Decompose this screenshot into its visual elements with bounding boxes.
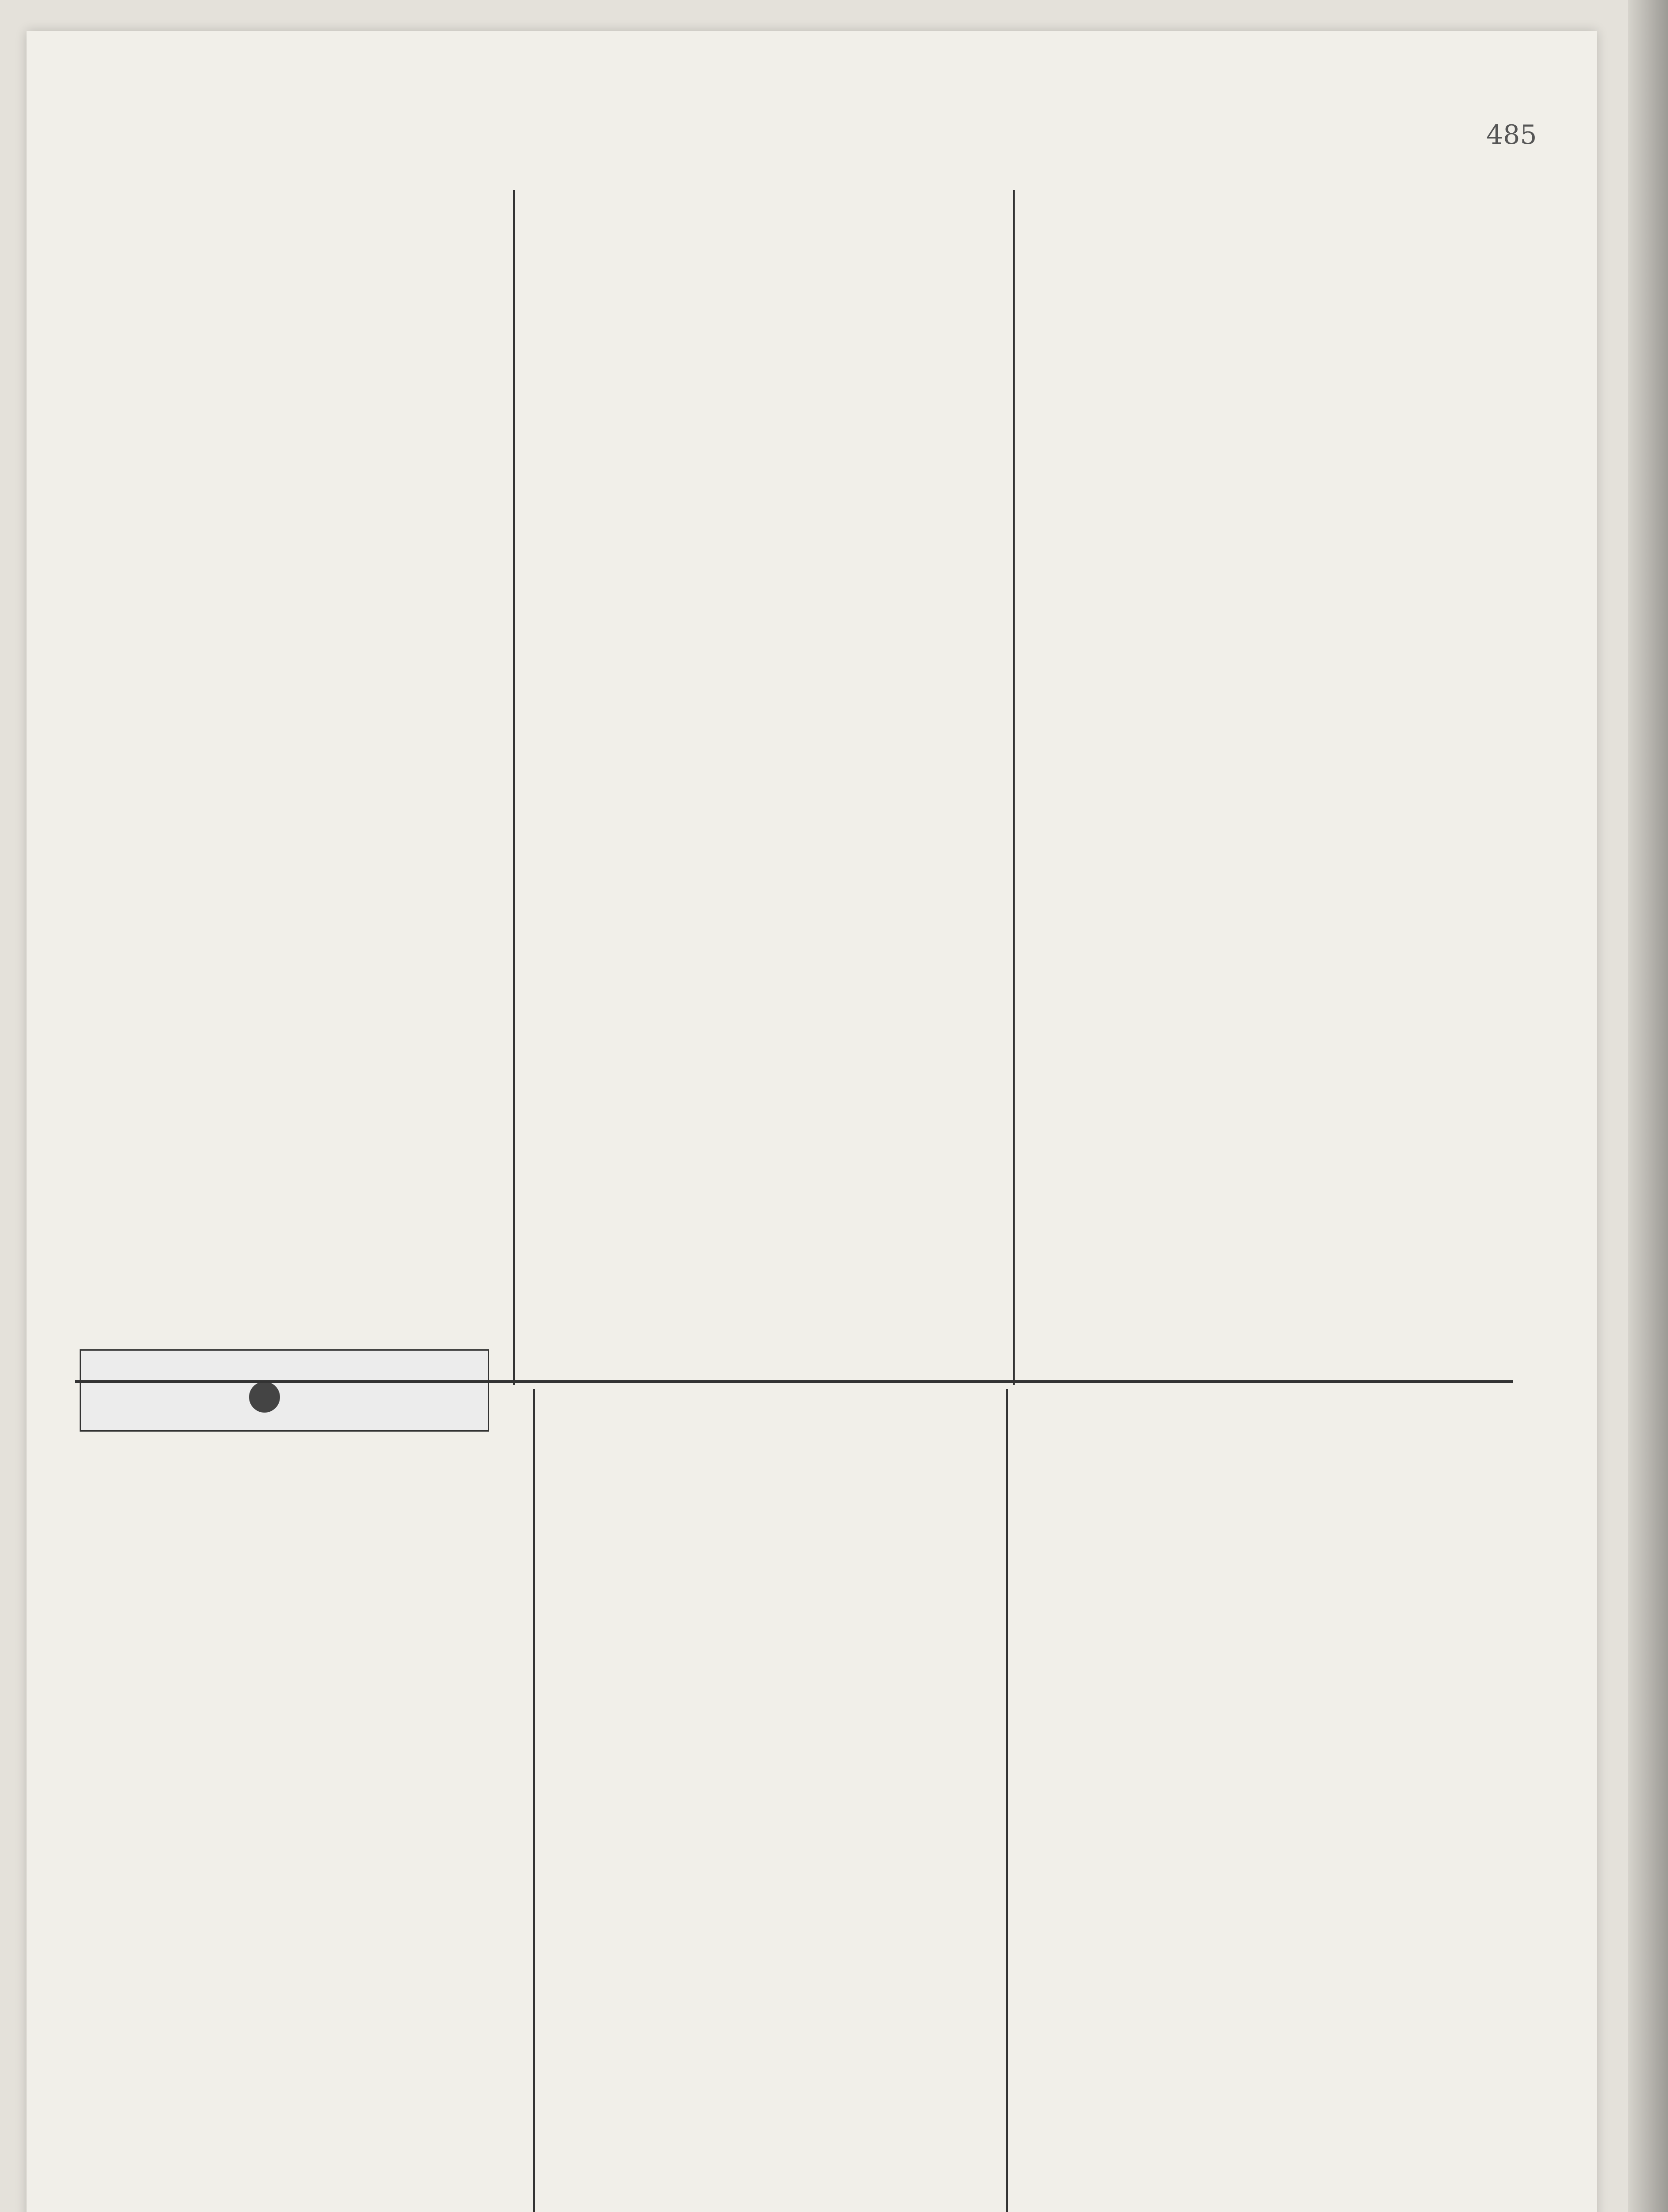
section-divider <box>75 1380 1513 1383</box>
column-divider-2 <box>1013 190 1015 1385</box>
article-column-2 <box>542 1398 997 2212</box>
column-divider-4 <box>1006 1389 1008 2212</box>
page-number: 485 <box>1486 119 1537 150</box>
column-divider-3 <box>533 1389 535 2212</box>
newspaper-page <box>27 31 1597 2212</box>
top-column-1 <box>80 199 504 1314</box>
column-divider-1 <box>513 190 515 1385</box>
top-column-3 <box>1022 199 1491 1402</box>
article-column-3 <box>1015 1398 1493 2212</box>
pill-icon <box>249 1382 280 1413</box>
article-column-1 <box>80 1482 526 2212</box>
book-binding-edge <box>1628 0 1668 2212</box>
top-column-2 <box>522 199 1004 1402</box>
advertisement-grippe <box>80 1349 489 1432</box>
